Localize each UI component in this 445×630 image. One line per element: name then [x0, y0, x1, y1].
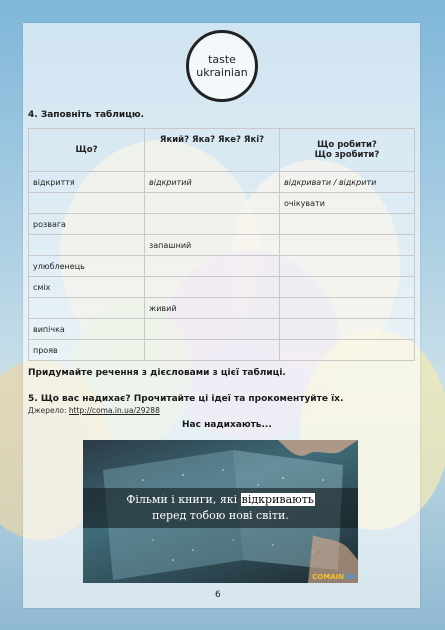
- header-what: Що?: [29, 129, 145, 172]
- caption-line2: перед тобою нові світи.: [152, 509, 289, 522]
- logo-line2: ukrainian: [196, 66, 248, 79]
- table-cell[interactable]: [280, 340, 415, 361]
- table-cell[interactable]: [280, 214, 415, 235]
- table-cell[interactable]: відкривати / відкрити: [280, 172, 415, 193]
- page-number: 6: [215, 590, 221, 600]
- caption-line1: [126, 492, 315, 508]
- source-label: Джерело:: [28, 406, 69, 415]
- header-what-to-do-perf: Що зробити?: [314, 150, 380, 160]
- vocabulary-table: [28, 128, 415, 361]
- comainua-brand: [312, 573, 355, 581]
- table-cell[interactable]: випічка: [29, 319, 145, 340]
- table-row: [29, 193, 415, 214]
- table-header-row: [29, 129, 415, 172]
- table-row: [29, 340, 415, 361]
- table-cell[interactable]: [29, 235, 145, 256]
- table-row: [29, 298, 415, 319]
- inspire-subtitle: Нас надихають...: [182, 420, 272, 430]
- table-cell[interactable]: розвага: [29, 214, 145, 235]
- table-row: [29, 277, 415, 298]
- header-what-to-do-imperf: Що робити?: [317, 140, 377, 150]
- table-cell[interactable]: [145, 214, 280, 235]
- table-cell[interactable]: [145, 277, 280, 298]
- source-link[interactable]: http://coma.in.ua/29288: [68, 406, 160, 415]
- photo-caption: [83, 488, 358, 528]
- header-which: Який? Яка? Яке? Які?: [145, 129, 280, 172]
- table-cell[interactable]: сміх: [29, 277, 145, 298]
- table-cell[interactable]: [280, 235, 415, 256]
- task5-title: 5. Що вас надихає? Прочитайте ці ідеї та прокоментуйте їх.: [28, 394, 344, 404]
- caption-highlight: відкривають: [241, 493, 314, 506]
- table-row: [29, 214, 415, 235]
- task4-title: 4. Заповніть таблицю.: [28, 110, 145, 120]
- header-what-to-do: [280, 129, 415, 172]
- table-cell[interactable]: [280, 298, 415, 319]
- table-row: [29, 319, 415, 340]
- table-cell[interactable]: [29, 298, 145, 319]
- table-cell[interactable]: відкритий: [145, 172, 280, 193]
- table-cell[interactable]: [145, 340, 280, 361]
- table-cell[interactable]: [29, 193, 145, 214]
- table-cell[interactable]: запашний: [145, 235, 280, 256]
- table-cell[interactable]: очікувати: [280, 193, 415, 214]
- table-cell[interactable]: [145, 319, 280, 340]
- table-cell[interactable]: [280, 256, 415, 277]
- source-line: [28, 406, 160, 415]
- book-photo: [83, 440, 358, 583]
- table-row: [29, 256, 415, 277]
- table-cell[interactable]: прояв: [29, 340, 145, 361]
- table-cell[interactable]: [145, 193, 280, 214]
- logo-line1: taste: [208, 53, 236, 66]
- taste-ukrainian-logo: [186, 30, 258, 102]
- table-row: [29, 235, 415, 256]
- brand-text-b: UA: [344, 573, 355, 581]
- table-cell[interactable]: живий: [145, 298, 280, 319]
- table-cell[interactable]: [280, 277, 415, 298]
- table-cell[interactable]: відкриття: [29, 172, 145, 193]
- caption-line1-text: Фільми і книги, які: [126, 493, 241, 506]
- table-row: [29, 172, 415, 193]
- table-cell[interactable]: [280, 319, 415, 340]
- table-cell[interactable]: улюбленець: [29, 256, 145, 277]
- brand-text-a: COMAIN: [312, 573, 345, 581]
- instruction-note: Придумайте речення з дієсловами з цієї таблиці.: [28, 368, 286, 378]
- table-cell[interactable]: [145, 256, 280, 277]
